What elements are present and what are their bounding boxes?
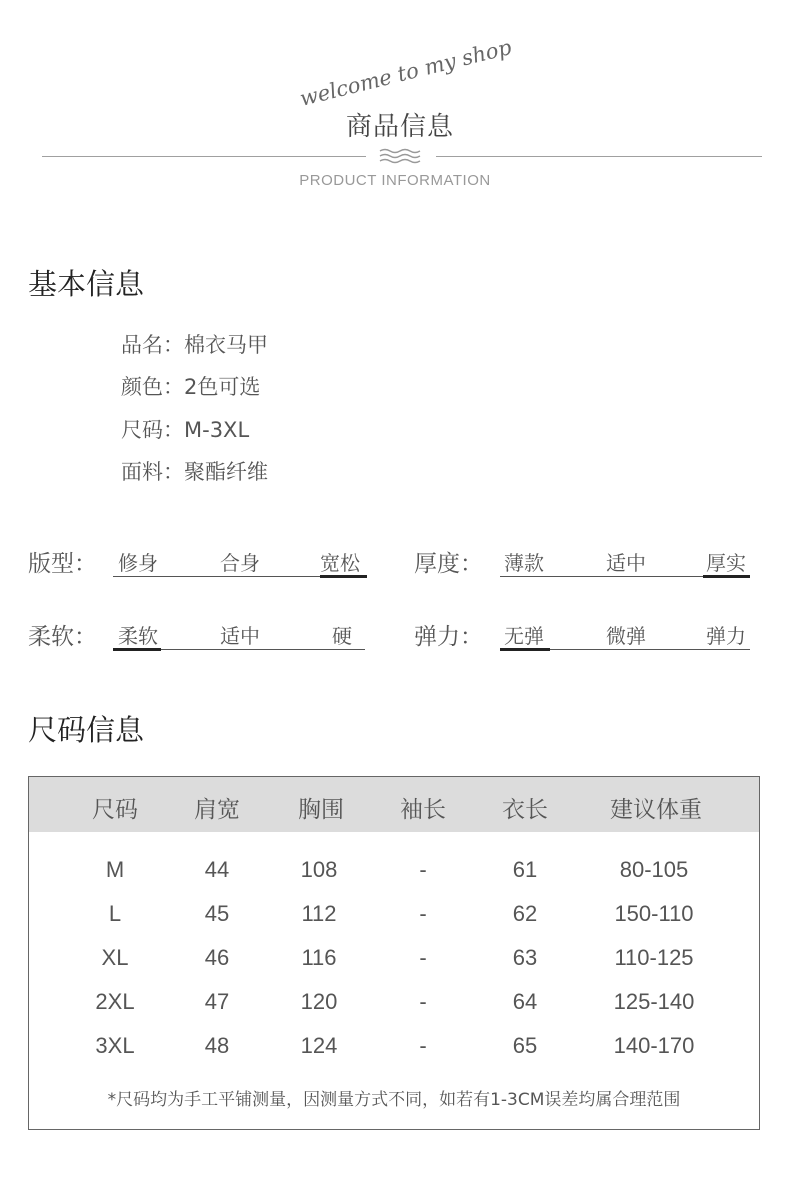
attr-option: 适中 [606,551,646,575]
size-info-title: 尺码信息 [28,713,145,747]
info-value: M-3XL [184,418,250,442]
table-cell: - [419,857,427,882]
attr-option: 合身 [220,551,260,575]
attr-selected-marker [113,648,161,651]
table-cell: 116 [301,945,337,970]
table-cell: - [419,989,427,1014]
table-cell: 61 [512,857,538,882]
info-line-fabric [121,456,268,486]
attr-label-softness: 柔软： [28,624,97,650]
table-cell: 63 [512,945,538,970]
table-cell: 108 [300,857,338,882]
size-table [28,776,760,1130]
table-cell: 64 [512,989,538,1014]
info-value: 2色可选 [184,375,261,399]
attr-label-fit: 版型： [28,551,97,577]
welcome-text: welcome to my shop [297,35,514,111]
attr-option: 薄款 [504,551,544,575]
table-cell: 112 [301,901,337,926]
col-header-size: 尺码 [92,797,138,823]
col-header-sleeve: 袖长 [400,797,446,823]
table-cell: 3XL [95,1033,135,1058]
table-cell: - [419,901,427,926]
col-header-shoulder: 肩宽 [194,797,240,823]
wave-icon [378,147,424,165]
attr-option: 硬 [332,624,352,648]
attr-option-selected: 宽松 [320,551,360,575]
table-cell: L [108,901,122,926]
table-cell: - [419,1033,427,1058]
welcome-script-logo [296,35,514,114]
table-cell: 125-140 [613,989,695,1014]
attr-option: 弹力 [706,624,746,648]
table-cell: 65 [512,1033,538,1058]
info-label: 品名： [121,333,184,357]
attr-label-thickness: 厚度： [414,551,483,577]
info-line-name [121,329,268,359]
table-cell: 48 [204,1033,230,1058]
col-header-weight: 建议体重 [610,797,702,823]
attr-option: 适中 [220,624,260,648]
table-cell: 140-170 [613,1033,695,1058]
attr-selected-marker [703,575,750,578]
attr-option-selected: 无弹 [504,624,544,648]
attr-selected-marker [500,648,550,651]
attr-option-selected: 柔软 [118,624,158,648]
header-divider-left [42,156,366,157]
table-cell: 62 [512,901,538,926]
info-label: 颜色： [121,375,184,399]
page-title: 商品信息 [345,112,454,142]
table-cell: 2XL [95,989,135,1014]
basic-info-title: 基本信息 [28,267,145,301]
info-value: 聚酯纤维 [184,460,268,484]
table-cell: 110-125 [614,945,694,970]
table-cell: 44 [204,857,230,882]
info-value: 棉衣马甲 [184,333,268,357]
page-subtitle: PRODUCT INFORMATION [299,172,491,189]
table-cell: 45 [204,901,230,926]
table-cell: 150-110 [614,901,694,926]
table-cell: XL [101,945,129,970]
attr-label-elasticity: 弹力： [414,624,483,650]
attr-option: 微弹 [606,624,646,648]
header-divider-right [436,156,762,157]
col-header-length: 衣长 [502,797,548,823]
table-cell: 47 [204,989,230,1014]
info-label: 面料： [121,460,184,484]
attr-selected-marker [320,575,367,578]
table-cell: 46 [204,945,230,970]
table-cell: M [105,857,125,882]
attr-option: 修身 [118,551,158,575]
info-label: 尺码： [121,418,184,442]
table-cell: - [419,945,427,970]
table-cell: 120 [300,989,338,1014]
table-cell: 124 [300,1033,338,1058]
measurement-note: *尺码均为手工平铺测量，因测量方式不同，如若有1-3CM误差均属合理范围 [107,1090,681,1110]
attr-option-selected: 厚实 [706,551,746,575]
info-line-size [121,414,249,444]
table-cell: 80-105 [619,857,689,882]
col-header-chest: 胸围 [298,797,344,823]
info-line-color [121,371,260,401]
